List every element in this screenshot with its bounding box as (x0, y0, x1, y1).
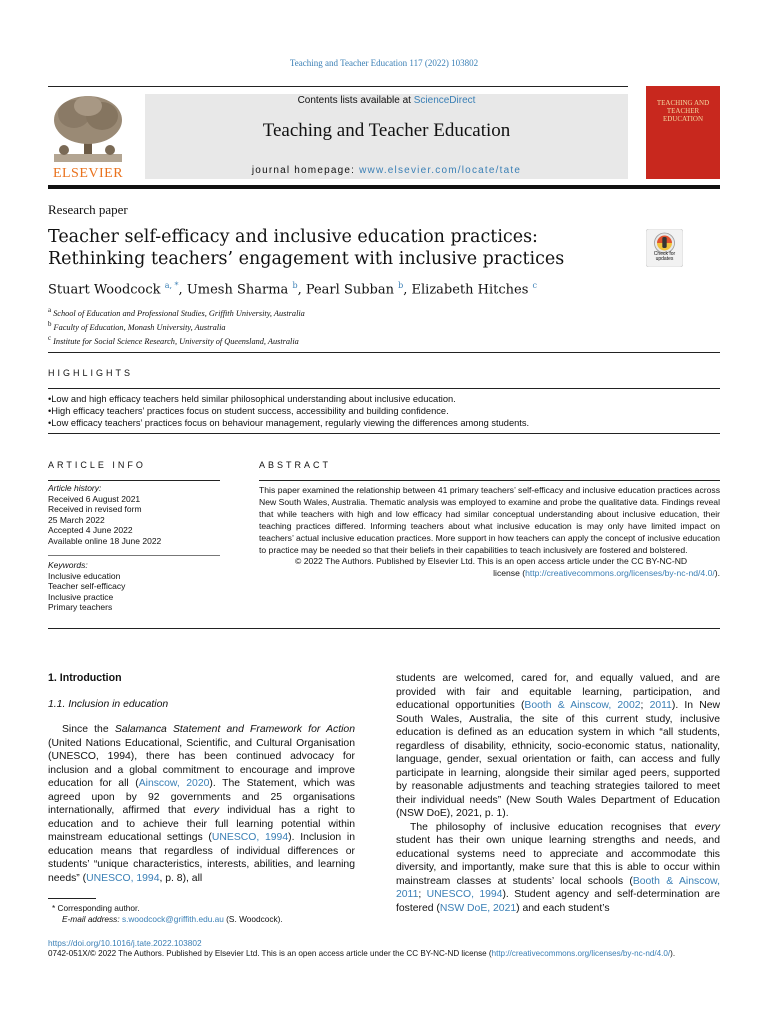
section-rule (48, 388, 720, 389)
email-note: E-mail address: s.woodcock@griffith.edu.au (S. Woodcock). (62, 914, 283, 924)
highlight-item: • Low efficacy teachers’ practices focus on behaviour management, regularly viewing the differences among students. (48, 417, 720, 429)
keyword-item: Primary teachers (48, 602, 113, 612)
check-for-updates-label: Check for updates (653, 251, 676, 262)
section-heading: 1. Introduction (48, 672, 122, 684)
author-name[interactable]: Umesh Sharma (186, 282, 289, 298)
article-info (48, 483, 220, 613)
abstract-copyright: © 2022 The Authors. Published by Elsevier Ltd. This is an open access article under the CC BY-NC-ND (295, 556, 688, 567)
author-name[interactable]: Elizabeth Hitches (411, 282, 529, 298)
journal-cover-title: TEACHING AND TEACHER EDUCATION (656, 99, 710, 123)
citation-link[interactable]: Booth & Ainscow, 2011 (396, 875, 720, 900)
header-rule (48, 86, 628, 87)
section-rule (48, 352, 720, 353)
abstract-heading: ABSTRACT (259, 460, 332, 470)
citation-link[interactable]: Booth & Ainscow, 2002 (524, 700, 641, 711)
header-thick-rule (48, 185, 720, 189)
doi-link[interactable]: https://doi.org/10.1016/j.tate.2022.103802 (48, 938, 202, 948)
citation-link[interactable]: UNESCO, 1994 (86, 872, 160, 884)
citation-link[interactable]: NSW DoE, 2021 (439, 902, 517, 914)
abstract-rule (259, 480, 720, 481)
highlight-item: • High efficacy teachers’ practices focus on student success, accessibility and building confidence. (48, 405, 720, 417)
affiliation-item: $^c$ Institute for Social Science Research, University of Queensland, Australia (48, 334, 299, 346)
highlight-item: • Low and high efficacy teachers held similar philosophical understanding about inclusive education. (48, 393, 720, 405)
body-left-column (48, 672, 355, 885)
affiliation-item: $^b$ Faculty of Education, Monash University, Australia (48, 320, 226, 332)
abstract-body (259, 485, 720, 580)
journal-citation[interactable]: Teaching and Teacher Education 117 (2022) 103802 (289, 58, 479, 68)
paragraph: The philosophy of inclusive education recognises that every student has their own unique learning strengths and needs, and educational systems need to appreciate and accommodate this diversity, and importantly, make sure that this is able to occur within mainstream classes at students’ local schools (Booth & Ainscow, 2011; UNESCO, 1994). Student agency and self-determination are fostered (NSW DoE, 2021) and each student’s (396, 821, 720, 914)
contents-prefix: Contents lists available at (297, 95, 414, 106)
paragraph: students are welcomed, cared for, and equally valued, and are provided with fair and equitable learning, participation, and educational opportunities (Booth & Ainscow, 2002; 2011). In New South Wales, Australia, the site of this current study, inclusive education is defined as an education system in which “all students, regardless of disability, ethnicity, socio-economic status, nationality, language, gender, sexual orientation or faith, can access and fully participate in learning, alongside their similar aged peers, supported by reasonable adjustments and teaching strategies tailored to meet their individual needs” (New South Wales Department of Education (NSW DoE), 2021, p. 1). (396, 673, 721, 819)
footnote (52, 903, 283, 925)
keywords-label: Keywords: (48, 560, 88, 570)
abstract-license: license (http://creativecommons.org/licenses/by-nc-nd/4.0/). (493, 568, 720, 579)
elsevier-wordmark: ELSEVIER (52, 166, 124, 181)
article-title: Teacher self-efficacy and inclusive education practices: Rethinking teachers’ engagement with inclusive practices (48, 227, 565, 269)
keyword-item: Inclusive practice (48, 591, 114, 602)
body-right-column (396, 672, 720, 915)
author-affiliation-marker[interactable]: b (292, 281, 298, 290)
info-divider (48, 555, 220, 556)
citation-link[interactable]: UNESCO, 1994 (426, 889, 503, 900)
article-info-heading: ARTICLE INFO (48, 460, 146, 470)
contents-line (145, 95, 628, 106)
history-label: Article history: (48, 483, 102, 493)
author-name[interactable]: Pearl Subban (305, 282, 394, 298)
email-link[interactable]: s.woodcock@griffith.edu.au (121, 914, 224, 924)
history-item: Available online 18 June 2022 (48, 535, 162, 546)
author-affiliation-marker[interactable]: c (532, 281, 538, 290)
paragraph: Since the Salamanca Statement and Framework for Action (United Nations Educational, Scientific, and Cultural Organisation (UNESCO, 1994), there has been continued advocacy for inclusion and a global commitment to encourage and improve education for all (Ainscow, 2020). The Statement, which was agreed upon by 92 governments and 25 organisations internationally, affirmed that every individual has a right to education and to achieve their full learning potential within mainstream educational settings (UNESCO, 1994). Inclusion in education means that regardless of individual differences or students’ “unique characteristics, interests, abilities, and learning needs” (UNESCO, 1994, p. 8), all (48, 724, 356, 884)
history-item: Received in revised form (48, 504, 142, 514)
journal-title: Teaching and Teacher Education (262, 120, 511, 141)
keyword-item: Inclusive education (48, 570, 121, 581)
homepage-prefix: journal homepage: (251, 165, 360, 176)
article-type: Research paper (48, 202, 128, 217)
keyword-item: Teacher self-efficacy (48, 581, 126, 591)
author-affiliation-marker[interactable]: b (398, 281, 404, 290)
section-rule (48, 433, 720, 434)
history-item: 25 March 2022 (48, 514, 105, 525)
homepage-line (145, 165, 628, 176)
citation-link[interactable]: 2011 (649, 700, 672, 711)
info-rule (48, 480, 220, 481)
license-link[interactable]: http://creativecommons.org/licenses/by-nc-nd/4.0/ (525, 568, 715, 579)
history-item: Accepted 4 June 2022 (48, 525, 133, 535)
author-list: Stuart Woodcock $^{a, *}$, Umesh Sharma $^b$, Pearl Subban $^b$, Elizabeth Hitches $^c$ (48, 281, 538, 298)
highlights-list (48, 393, 720, 429)
author-name[interactable]: Stuart Woodcock (48, 282, 161, 298)
corresponding-author-note: * Corresponding author. (52, 903, 140, 913)
highlights-heading: HIGHLIGHTS (48, 368, 134, 378)
subsection-heading: 1.1. Inclusion in education (48, 698, 169, 710)
issn-line: 0742-051X/© 2022 The Authors. Published by Elsevier Ltd. This is an open access article under the CC BY-NC-ND license (http://creativecommons.org/licenses/by-nc-nd/4.0/). (48, 949, 676, 958)
sciencedirect-link[interactable]: ScienceDirect (413, 95, 476, 106)
license-link[interactable]: http://creativecommons.org/licenses/by-nc-nd/4.0/ (491, 949, 671, 958)
history-item: Received 6 August 2021 (48, 493, 141, 504)
affiliation-item: $^a$ School of Education and Professional Studies, Griffith University, Australia (48, 307, 305, 318)
section-rule (48, 628, 720, 629)
abstract-text: This paper examined the relationship between 41 primary teachers’ self-efficacy and inclusive education practices across New South Wales, Australia. Thematic analysis was employed to examine and probe the qualitative data. Findings reveal that while teachers with high and low efficacy had similar conceptual understanding about inclusive education, their teaching practices differed. Informing teachers about what inclusive education is may only have limited impact on teachers’ actual inclusive education practices. More support in how teachers can apply the concept of inclusive education to practice may be needed so that their beliefs in their capabilities to teach inclusively are fostered and bolstered. (259, 485, 720, 555)
homepage-link[interactable]: www.elsevier.com/locate/tate (359, 165, 522, 176)
author-affiliation-marker[interactable]: a, * (164, 281, 179, 290)
citation-link[interactable]: UNESCO, 1994 (211, 832, 289, 843)
affiliations (48, 305, 305, 346)
footnote-rule (48, 898, 96, 899)
citation-link[interactable]: Ainscow, 2020 (138, 778, 210, 789)
